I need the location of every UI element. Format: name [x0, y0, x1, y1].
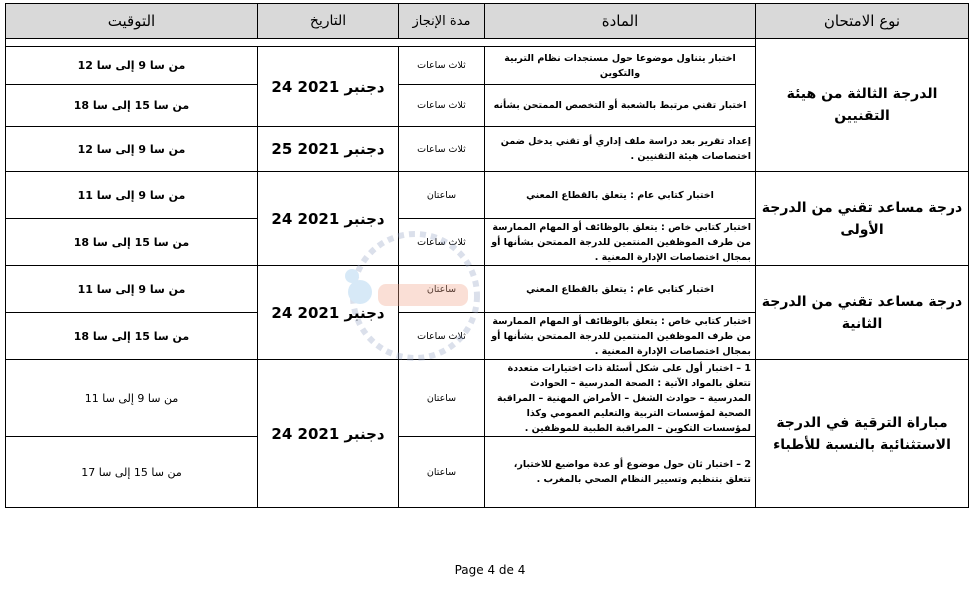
duration-cell: ثلاث ساعات	[399, 127, 485, 172]
timing-cell: من سا 9 إلى سا 12	[6, 127, 258, 172]
date-cell: 24 دجنبر 2021	[258, 172, 399, 266]
timing-cell: من سا 15 إلى سا 18	[6, 219, 258, 266]
subject-cell: اختبار كتابي عام : يتعلق بالقطاع المعني	[485, 266, 756, 313]
timing-cell: من سا 9 إلى سا 12	[6, 47, 258, 85]
date-cell: 25 دجنبر 2021	[258, 127, 399, 172]
subject-cell: اختبار كتابي خاص : يتعلق بالوظائف أو المهام الممارسة من طرف الموظفين المنتمين للدرجة الممتحن بشأنها أو بمجال اختصاصات الإدارة المعنية .	[485, 313, 756, 360]
subject-cell: اختبار كتابي عام : يتعلق بالقطاع المعني	[485, 172, 756, 219]
spacer-row	[6, 39, 969, 47]
duration-cell: ساعتان	[399, 360, 485, 437]
spacer	[6, 39, 756, 47]
exam-type-tech-assistant-grade2: درجة مساعد تقني من الدرجة الثانية	[756, 266, 969, 360]
page-footer: Page 4 de 4	[454, 563, 526, 577]
exam-type-tech-assistant-grade1: درجة مساعد تقني من الدرجة الأولى	[756, 172, 969, 266]
timing-cell: من سا 15 إلى سا 17	[6, 437, 258, 508]
subject-cell: اختبار كتابي خاص : يتعلق بالوظائف أو المهام الممارسة من طرف الموظفين المنتمين للدرجة الممتحن بشأنها أو بمجال اختصاصات الإدارة المعنية .	[485, 219, 756, 266]
exam-type-doctors-promotion: مباراة الترقية في الدرجة الاستثنائية بالنسبة للأطباء	[756, 360, 969, 508]
duration-cell: ثلاث ساعات	[399, 313, 485, 360]
header-duration: مدة الإنجاز	[399, 4, 485, 39]
table-row	[6, 172, 969, 219]
timing-cell: من سا 9 إلى سا 11	[6, 360, 258, 437]
header-exam-type: نوع الامتحان	[756, 4, 969, 39]
exam-type-technicians-grade3: الدرجة الثالثة من هيئة التقنيين	[756, 39, 969, 172]
timing-cell: من سا 15 إلى سا 18	[6, 313, 258, 360]
subject-cell: اختبار يتناول موضوعا حول مستجدات نظام التربية والتكوين	[485, 47, 756, 85]
timing-cell: من سا 15 إلى سا 18	[6, 85, 258, 127]
duration-cell: ثلاث ساعات	[399, 85, 485, 127]
date-cell: 24 دجنبر 2021	[258, 47, 399, 127]
date-cell: 24 دجنبر 2021	[258, 266, 399, 360]
exam-schedule-table	[5, 3, 969, 508]
duration-cell: ساعتان	[399, 437, 485, 508]
subject-cell: اختبار تقني مرتبط بالشعبة أو التخصص الممتحن بشأنه	[485, 85, 756, 127]
duration-cell: ساعتان	[399, 172, 485, 219]
table-row	[6, 360, 969, 437]
exam-schedule-sheet	[5, 3, 969, 508]
date-cell: 24 دجنبر 2021	[258, 360, 399, 508]
timing-cell: من سا 9 إلى سا 11	[6, 266, 258, 313]
duration-cell: ساعتان	[399, 266, 485, 313]
duration-cell: ثلاث ساعات	[399, 47, 485, 85]
header-date: التاريخ	[258, 4, 399, 39]
table-row	[6, 266, 969, 313]
header-timing: التوقيت	[6, 4, 258, 39]
header-row	[6, 4, 969, 39]
subject-cell: 2 – اختبار ثان حول موضوع أو عدة مواضيع للاختبار، تتعلق بتنظيم وتسيير النظام الصحي بالمغرب .	[485, 437, 756, 508]
header-subject: المادة	[485, 4, 756, 39]
timing-cell: من سا 9 إلى سا 11	[6, 172, 258, 219]
subject-cell: إعداد تقرير بعد دراسة ملف إداري أو تقني يدخل ضمن اختصاصات هيئة التقنيين .	[485, 127, 756, 172]
duration-cell: ثلاث ساعات	[399, 219, 485, 266]
subject-cell: 1 – اختبار أول على شكل أسئلة ذات اختيارات متعددة تتعلق بالمواد الآتية : الصحة المدرسية – الحوادث المدرسية – حوادث الشغل – الأمراض المهنية – المراقبة الصحية لمؤسسات التربية والتعليم العمومي وكذا لمؤسسات التكوين – المراقبة الطبية للموظفين .	[485, 360, 756, 437]
